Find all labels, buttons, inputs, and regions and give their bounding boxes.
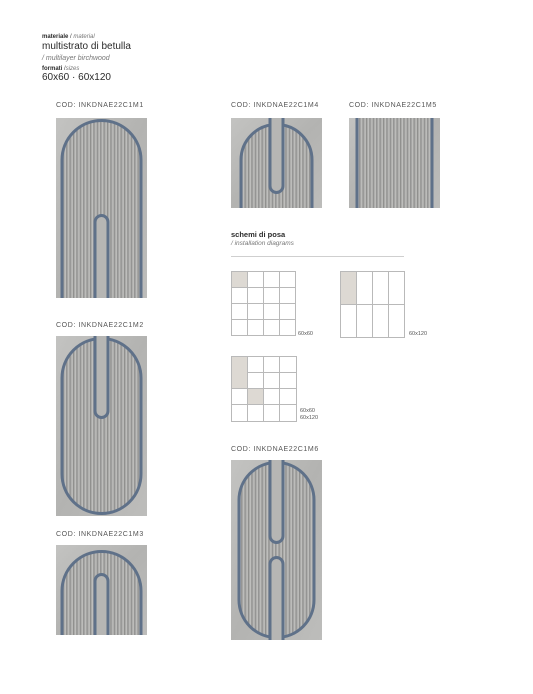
tile-code-m4: COD: INKDNAE22C1M4: [231, 102, 319, 109]
sizes-label: formati /sizes: [42, 66, 80, 72]
diagram-label-mixed-60x60: 60x60: [300, 408, 315, 414]
material-value: multistrato di betulla: [42, 41, 131, 52]
diagrams-divider: [231, 256, 404, 257]
tile-code-m5: COD: INKDNAE22C1M5: [349, 102, 437, 109]
tile-code-m3: COD: INKDNAE22C1M3: [56, 531, 144, 538]
tile-code-m2: COD: INKDNAE22C1M2: [56, 322, 144, 329]
diagram-grid-mixed: [231, 356, 297, 422]
tile-image-m5: [349, 118, 440, 208]
sizes-value: 60x60 · 60x120: [42, 72, 111, 83]
diagram-grid-60x120: [340, 271, 405, 338]
tile-image-m4: [231, 118, 322, 208]
tile-code-m1: COD: INKDNAE22C1M1: [56, 102, 144, 109]
tile-image-m3: [56, 545, 147, 635]
material-value-en: / multilayer birchwood: [42, 55, 110, 62]
tile-image-m1: [56, 118, 147, 298]
tile-image-m6: [231, 460, 322, 640]
diagram-grid-60x60: [231, 271, 296, 336]
tile-image-m2: [56, 336, 147, 516]
diagram-label-mixed-60x120: 60x120: [300, 415, 319, 421]
material-label: materiale / material: [42, 34, 95, 40]
diagrams-title: schemi di posa: [231, 230, 286, 239]
diagram-label-60x120: 60x120: [409, 331, 428, 337]
diagrams-subtitle: / installation diagrams: [231, 240, 294, 247]
diagram-label-60x60: 60x60: [298, 331, 313, 337]
tile-code-m6: COD: INKDNAE22C1M6: [231, 446, 319, 453]
